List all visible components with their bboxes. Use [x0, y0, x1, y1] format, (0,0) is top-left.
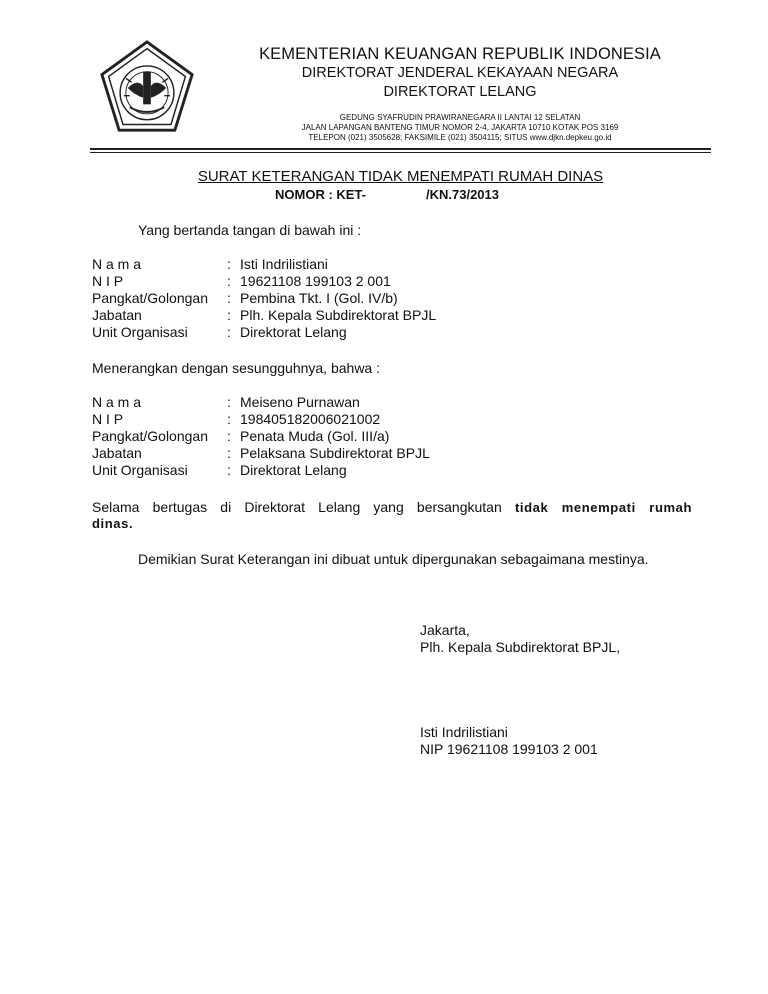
address-line-1: GEDUNG SYAFRUDIN PRAWIRANEGARA II LANTAI 12 SELATAN [339, 113, 581, 122]
field-label: Pangkat/Golongan [92, 428, 208, 444]
directorate-general-name: DIREKTORAT JENDERAL KEKAYAAN NEGARA [301, 65, 619, 81]
field-colon: : [227, 273, 231, 289]
field-value: Penata Muda (Gol. III/a) [240, 428, 390, 444]
signature-place: Jakarta, [420, 622, 470, 638]
signature-position: Plh. Kepala Subdirektorat BPJL, [420, 639, 621, 655]
body-bold-continuation: dinas. [92, 516, 134, 531]
field-colon: : [227, 290, 231, 306]
field-label: Unit Organisasi [92, 462, 188, 478]
closing-text: Demikian Surat Keterangan ini dibuat untuk dipergunakan sebagaimana mestinya. [138, 551, 649, 567]
signature-nip: NIP 19621108 199103 2 001 [420, 741, 598, 757]
field-label: N I P [92, 273, 124, 289]
field-value: Meiseno Purnawan [240, 394, 360, 410]
field-value: Direktorat Lelang [240, 324, 347, 340]
field-colon: : [227, 428, 231, 444]
directorate-name: DIREKTORAT LELANG [383, 84, 537, 100]
field-label: N a m a [92, 394, 142, 410]
field-value: Pelaksana Subdirektorat BPJL [240, 445, 430, 461]
statement-text: Menerangkan dengan sesungguhnya, bahwa : [92, 360, 380, 376]
address-line-2: JALAN LAPANGAN BANTENG TIMUR NOMOR 2-4, JAKARTA 10710 KOTAK POS 3169 [301, 123, 619, 132]
field-value: Pembina Tkt. I (Gol. IV/b) [240, 290, 398, 306]
field-colon: : [227, 324, 231, 340]
letter-title: SURAT KETERANGAN TIDAK MENEMPATI RUMAH DINAS [197, 168, 604, 185]
body-text: Selama bertugas di Direktorat Lelang yang bersangkutan [92, 499, 502, 515]
field-label: Pangkat/Golongan [92, 290, 208, 306]
field-value: Plh. Kepala Subdirektorat BPJL [240, 307, 437, 323]
letter-number-prefix: NOMOR : KET- [275, 187, 366, 202]
body-bold-text: tidak menempati rumah [514, 500, 693, 515]
field-label: Jabatan [92, 307, 142, 323]
signature-name: Isti Indrilistiani [420, 724, 508, 740]
ministry-name: KEMENTERIAN KEUANGAN REPUBLIK INDONESIA [259, 45, 661, 63]
body-paragraph [92, 498, 692, 517]
ministry-of-finance-emblem-icon [98, 40, 196, 136]
field-colon: : [227, 411, 231, 427]
field-colon: : [227, 394, 231, 410]
field-label: N a m a [92, 256, 142, 272]
field-label: N I P [92, 411, 124, 427]
field-label: Jabatan [92, 445, 142, 461]
field-colon: : [227, 445, 231, 461]
header-divider-thick [90, 148, 711, 150]
field-value: Isti Indrilistiani [240, 256, 328, 272]
address-line-3: TELEPON (021) 3505628; FAKSIMILE (021) 3504115; SITUS www.djkn.depkeu.go.id [308, 133, 612, 142]
field-value: Direktorat Lelang [240, 462, 347, 478]
field-value: 19621108 199103 2 001 [240, 273, 391, 289]
field-value: 198405182006021002 [240, 411, 381, 427]
field-colon: : [227, 307, 231, 323]
field-colon: : [227, 256, 231, 272]
intro-text: Yang bertanda tangan di bawah ini : [138, 222, 362, 238]
field-colon: : [227, 462, 231, 478]
field-label: Unit Organisasi [92, 324, 188, 340]
header-divider-thin [90, 152, 711, 153]
letter-number-suffix: /KN.73/2013 [426, 187, 499, 202]
